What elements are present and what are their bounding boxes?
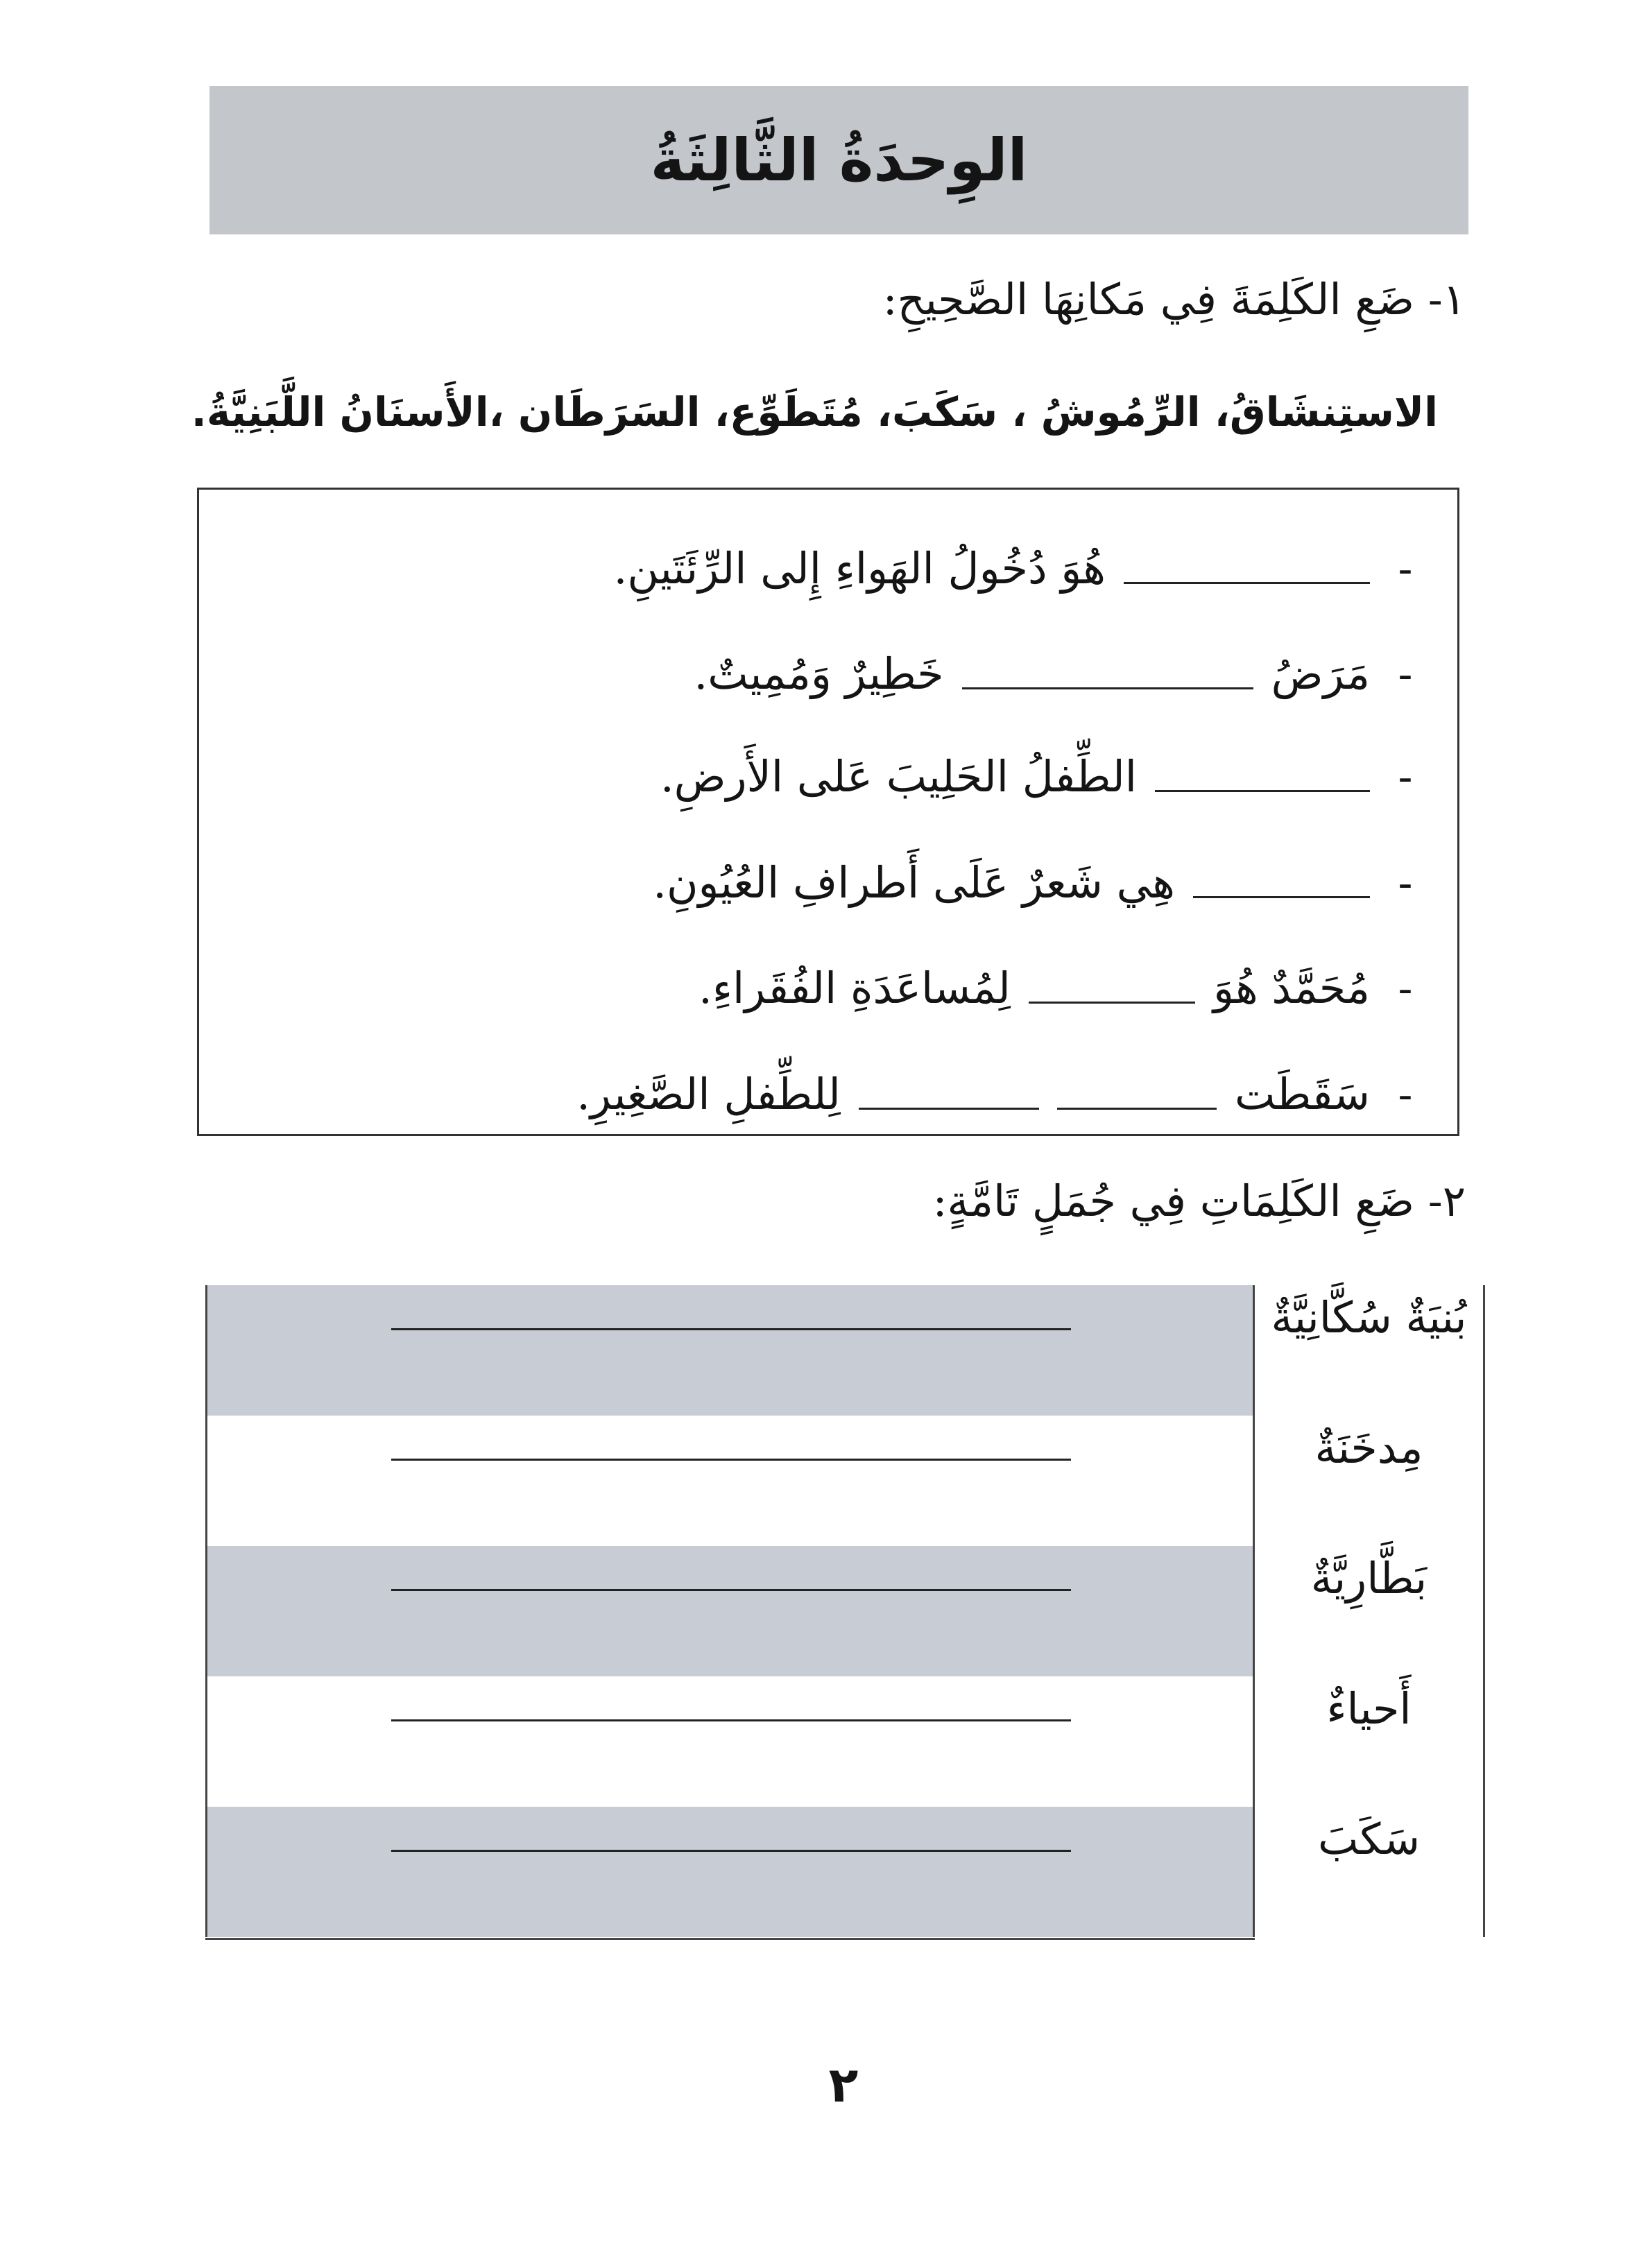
- answer-cell[interactable]: [205, 1546, 1255, 1676]
- fill-in-box: [197, 488, 1459, 1136]
- title-banner: [209, 86, 1468, 234]
- blank-5[interactable]: [1029, 988, 1195, 1004]
- question-2-heading: ٢- ضَعِ الكَلِمَاتِ فِي جُمَلٍ تَامَّةٍ:: [932, 1176, 1466, 1226]
- table-word: مِدخَنَةٌ: [1255, 1416, 1485, 1546]
- word-bank: الاستِنشَاقُ، الرِّمُوشُ ، سَكَبَ، مُتَطَوِّع، السَرَطَان ،الأَسنَانُ اللَّبَنِيَّةُ.: [191, 388, 1438, 436]
- table-row: [205, 1676, 1485, 1807]
- unit-title: الوِحدَةُ الثَّالِثَةُ: [650, 126, 1028, 194]
- sentence-1: - هُوَ دُخُولُ الهَواءِ إِلى الرِّئَتَينِ.: [613, 543, 1413, 594]
- table-word: أَحياءٌ: [1255, 1676, 1485, 1807]
- blank-4[interactable]: [1193, 882, 1370, 898]
- table-row: [205, 1285, 1485, 1416]
- answer-cell[interactable]: [205, 1676, 1255, 1807]
- sentence-5-before: مُحَمَّدٌ هُوَ: [1212, 963, 1370, 1013]
- sentence-4: - هِي شَعرٌ عَلَى أَطرافِ العُيُونِ.: [653, 857, 1413, 908]
- question-1-heading: ١- ضَعِ الكَلِمَةَ فِي مَكانِهَا الصَّحِيحِ:: [882, 274, 1466, 325]
- table-row: [205, 1546, 1485, 1676]
- sentence-5: - مُحَمَّدٌ هُوَ لِمُساعَدَةِ الفُقَراءِ.: [698, 963, 1413, 1013]
- answer-cell[interactable]: [205, 1416, 1255, 1546]
- sentence-2: - مَرَضُ خَطِيرٌ وَمُمِيتٌ.: [694, 648, 1413, 699]
- sentence-table: [205, 1285, 1485, 1940]
- sentence-4-text: هِي شَعرٌ عَلَى أَطرافِ العُيُونِ.: [653, 857, 1175, 908]
- sentence-6-before: سَقَطَت: [1234, 1069, 1370, 1119]
- sentence-6: - سَقَطَت لِلطِّفلِ الصَّغِيرِ.: [576, 1069, 1413, 1119]
- table-word: بُنيَةٌ سُكَّانِيَّةٌ: [1255, 1285, 1485, 1416]
- table-word: بَطَّارِيَّةٌ: [1255, 1546, 1485, 1676]
- blank-6a[interactable]: [1057, 1094, 1217, 1110]
- blank-3[interactable]: [1155, 776, 1370, 792]
- sentence-3-text: الطِّفلُ الحَلِيبَ عَلى الأَرضِ.: [660, 751, 1137, 802]
- answer-cell[interactable]: [205, 1285, 1255, 1416]
- blank-1[interactable]: [1124, 568, 1370, 584]
- sentence-2-before: مَرَضُ: [1271, 648, 1370, 699]
- blank-6b[interactable]: [859, 1094, 1039, 1110]
- sentence-5-text: لِمُساعَدَةِ الفُقَراءِ.: [698, 963, 1011, 1013]
- sentence-3: - الطِّفلُ الحَلِيبَ عَلى الأَرضِ.: [660, 751, 1413, 802]
- answer-cell[interactable]: [205, 1807, 1255, 1937]
- page-number: ٢: [828, 2056, 859, 2113]
- blank-2[interactable]: [962, 673, 1253, 689]
- sentence-6-text: لِلطِّفلِ الصَّغِيرِ.: [576, 1069, 841, 1119]
- table-row: [205, 1807, 1485, 1937]
- table-row: [205, 1416, 1485, 1546]
- sentence-1-text: هُوَ دُخُولُ الهَواءِ إِلى الرِّئَتَينِ.: [613, 543, 1106, 594]
- sentence-2-text: خَطِيرٌ وَمُمِيتٌ.: [694, 648, 944, 699]
- table-word: سَكَبَ: [1255, 1807, 1485, 1937]
